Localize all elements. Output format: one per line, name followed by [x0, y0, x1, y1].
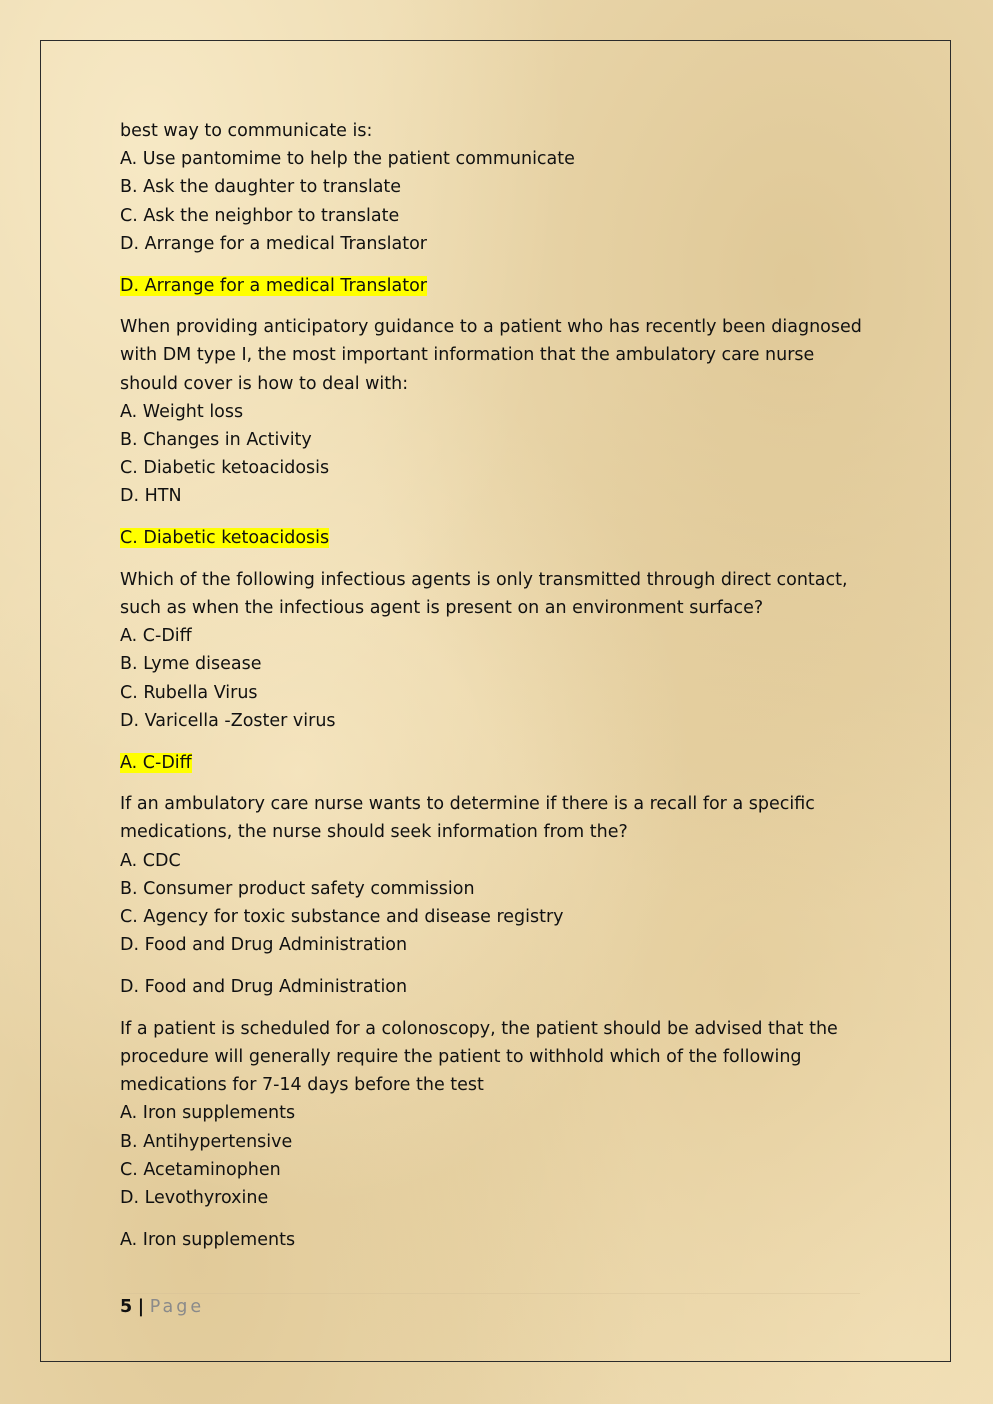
- answer-option: C. Acetaminophen: [120, 1159, 281, 1180]
- question-block: [120, 117, 865, 300]
- question-stem: If a patient is scheduled for a colonoscopy, the patient should be advised that the procedure will generally require the patient to withhold which of the following medications for 7-14 days before the test: [120, 1018, 838, 1096]
- answer-option: D. Levothyroxine: [120, 1187, 269, 1208]
- answer-option: C. Diabetic ketoacidosis: [120, 458, 330, 479]
- question-stem: best way to communicate is:: [120, 121, 373, 141]
- answer-option: B. Changes in Activity: [120, 430, 312, 451]
- correct-answer: D. Food and Drug Administration: [120, 976, 408, 997]
- answer-option: A. Iron supplements: [120, 1103, 296, 1124]
- question-stem: If an ambulatory care nurse wants to determine if there is a recall for a specific medications, the nurse should seek information from the?: [120, 794, 815, 843]
- question-stem: Which of the following infectious agents is only transmitted through direct contact, such as when the infectious agent is present on an environment surface?: [120, 569, 848, 619]
- question-block: [120, 313, 865, 552]
- question-block: [120, 790, 865, 1001]
- footer-divider: [120, 1293, 860, 1294]
- answer-option: B. Ask the daughter to translate: [120, 177, 402, 198]
- answer-option: C. Ask the neighbor to translate: [120, 205, 400, 226]
- document-body: [120, 117, 865, 1254]
- answer-option: C. Agency for toxic substance and disease registry: [120, 907, 564, 928]
- answer-option: B. Consumer product safety commission: [120, 878, 475, 899]
- answer-option: B. Lyme disease: [120, 654, 262, 675]
- page-footer: [120, 1293, 204, 1321]
- answer-option: A. C-Diff: [120, 626, 192, 647]
- answer-option: D. HTN: [120, 486, 182, 507]
- correct-answer: D. Arrange for a medical Translator: [120, 275, 427, 296]
- answer-option: D. Food and Drug Administration: [120, 935, 408, 956]
- answer-option: A. Weight loss: [120, 401, 244, 422]
- answer-option: D. Arrange for a medical Translator: [120, 233, 427, 254]
- answer-option: D. Varicella -Zoster virus: [120, 710, 336, 731]
- correct-answer: C. Diabetic ketoacidosis: [120, 528, 330, 549]
- question-block: [120, 1015, 865, 1254]
- answer-option: B. Antihypertensive: [120, 1131, 293, 1152]
- question-stem: When providing anticipatory guidance to a patient who has recently been diagnosed with DM type I, the most important information that the ambulatory care nurse should cover is how to deal with:: [120, 317, 862, 394]
- correct-answer: A. Iron supplements: [120, 1229, 296, 1250]
- page-number: 5: [120, 1297, 133, 1317]
- answer-option: A. Use pantomime to help the patient communicate: [120, 149, 575, 170]
- page-label: Page: [149, 1297, 205, 1317]
- page-separator: |: [137, 1297, 145, 1317]
- answer-option: A. CDC: [120, 850, 181, 871]
- correct-answer: A. C-Diff: [120, 752, 192, 773]
- answer-option: C. Rubella Virus: [120, 682, 258, 703]
- question-block: [120, 566, 865, 777]
